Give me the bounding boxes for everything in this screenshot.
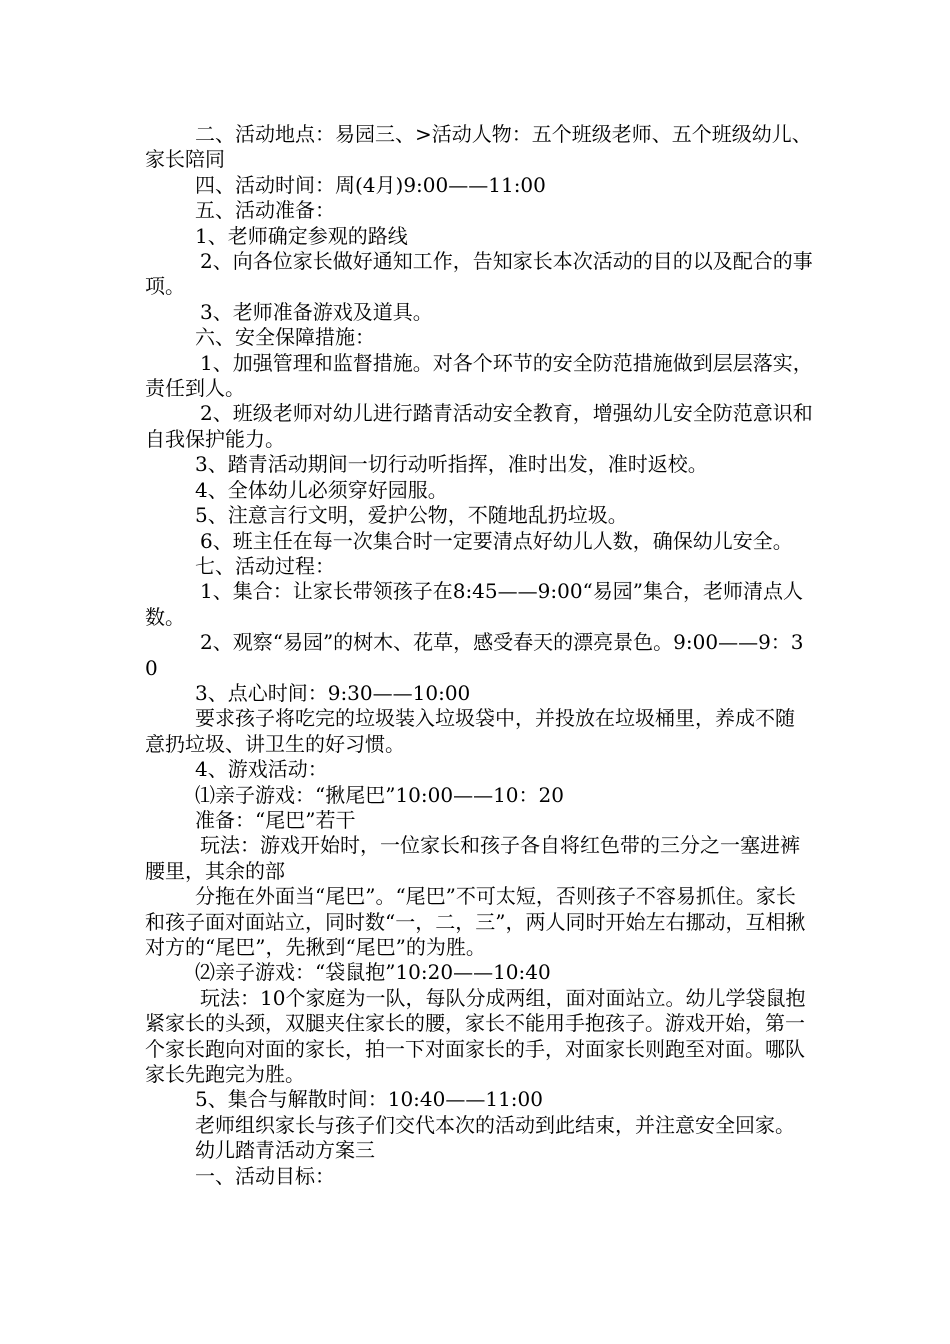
paragraph: 2、班级老师对幼儿进行踏青活动安全教育，增强幼儿安全防范意识和自我保护能力。 xyxy=(145,401,813,451)
paragraph: 二、活动地点：易园三、>活动人物：五个班级老师、五个班级幼儿、家长陪同 xyxy=(145,122,812,172)
paragraph: 四、活动时间：周(4月)9:00——11:00 xyxy=(195,172,546,197)
paragraph: 五、活动准备： xyxy=(195,198,335,223)
paragraph: 玩法：10个家庭为一队，每队分成两组，面对面站立。幼儿学袋鼠抱紧家长的头颈，双腿夹住家长的腰，家长不能用手抱孩子。游戏开始，第一个家长跑向对面的家长，拍一下对面家长的手，对面家长则跑至对面。哪队家长先跑完为胜。 xyxy=(145,985,806,1087)
paragraph: 3、踏青活动期间一切行动听指挥，准时出发，准时返校。 xyxy=(195,452,708,477)
paragraph: 6、班主任在每一次集合时一定要清点好幼儿人数，确保幼儿安全。 xyxy=(200,528,793,553)
paragraph: 七、活动过程： xyxy=(195,553,335,578)
paragraph: 分拖在外面当“尾巴”。“尾巴”不可太短，否则孩子不容易抓住。家长和孩子面对面站立，同时数“一，二，三”，两人同时开始左右挪动，互相揪对方的“尾巴”，先揪到“尾巴”的为胜。 xyxy=(145,884,806,959)
paragraph: 3、点心时间：9:30——10:00 xyxy=(195,680,471,705)
paragraph: ⑵亲子游戏：“袋鼠抱”10:20——10:40 xyxy=(195,960,551,985)
paragraph: 幼儿踏青活动方案三 xyxy=(195,1138,375,1163)
paragraph: 1、老师确定参观的路线 xyxy=(195,223,408,248)
paragraph: 5、集合与解散时间：10:40——11:00 xyxy=(195,1087,543,1112)
paragraph: 5、注意言行文明，爱护公物，不随地乱扔垃圾。 xyxy=(195,503,628,528)
paragraph: 玩法：游戏开始时，一位家长和孩子各自将红色带的三分之一塞进裤腰里，其余的部 xyxy=(145,833,800,883)
paragraph: 2、向各位家长做好通知工作，告知家长本次活动的目的以及配合的事项。 xyxy=(145,249,813,299)
paragraph: 1、集合：让家长带领孩子在8:45——9:00“易园”集合，老师清点人数。 xyxy=(145,579,803,629)
paragraph: 准备：“尾巴”若干 xyxy=(195,807,356,832)
paragraph: 2、观察“易园”的树木、花草，感受春天的漂亮景色。9:00——9：30 xyxy=(145,630,804,680)
paragraph: 4、游戏活动： xyxy=(195,757,328,782)
paragraph: 要求孩子将吃完的垃圾装入垃圾袋中，并投放在垃圾桶里，养成不随意扔垃圾、讲卫生的好习惯。 xyxy=(145,706,795,756)
document-body xyxy=(145,122,813,1189)
paragraph: 4、全体幼儿必须穿好园服。 xyxy=(195,477,448,502)
paragraph: 老师组织家长与孩子们交代本次的活动到此结束，并注意安全回家。 xyxy=(195,1112,795,1137)
paragraph: 1、加强管理和监督措施。对各个环节的安全防范措施做到层层落实，责任到人。 xyxy=(145,350,813,401)
paragraph: 六、安全保障措施： xyxy=(195,325,375,350)
paragraph: 一、活动目标： xyxy=(195,1163,335,1188)
paragraph: 3、老师准备游戏及道具。 xyxy=(200,299,433,324)
paragraph: ⑴亲子游戏：“揪尾巴”10:00——10：20 xyxy=(195,782,564,807)
